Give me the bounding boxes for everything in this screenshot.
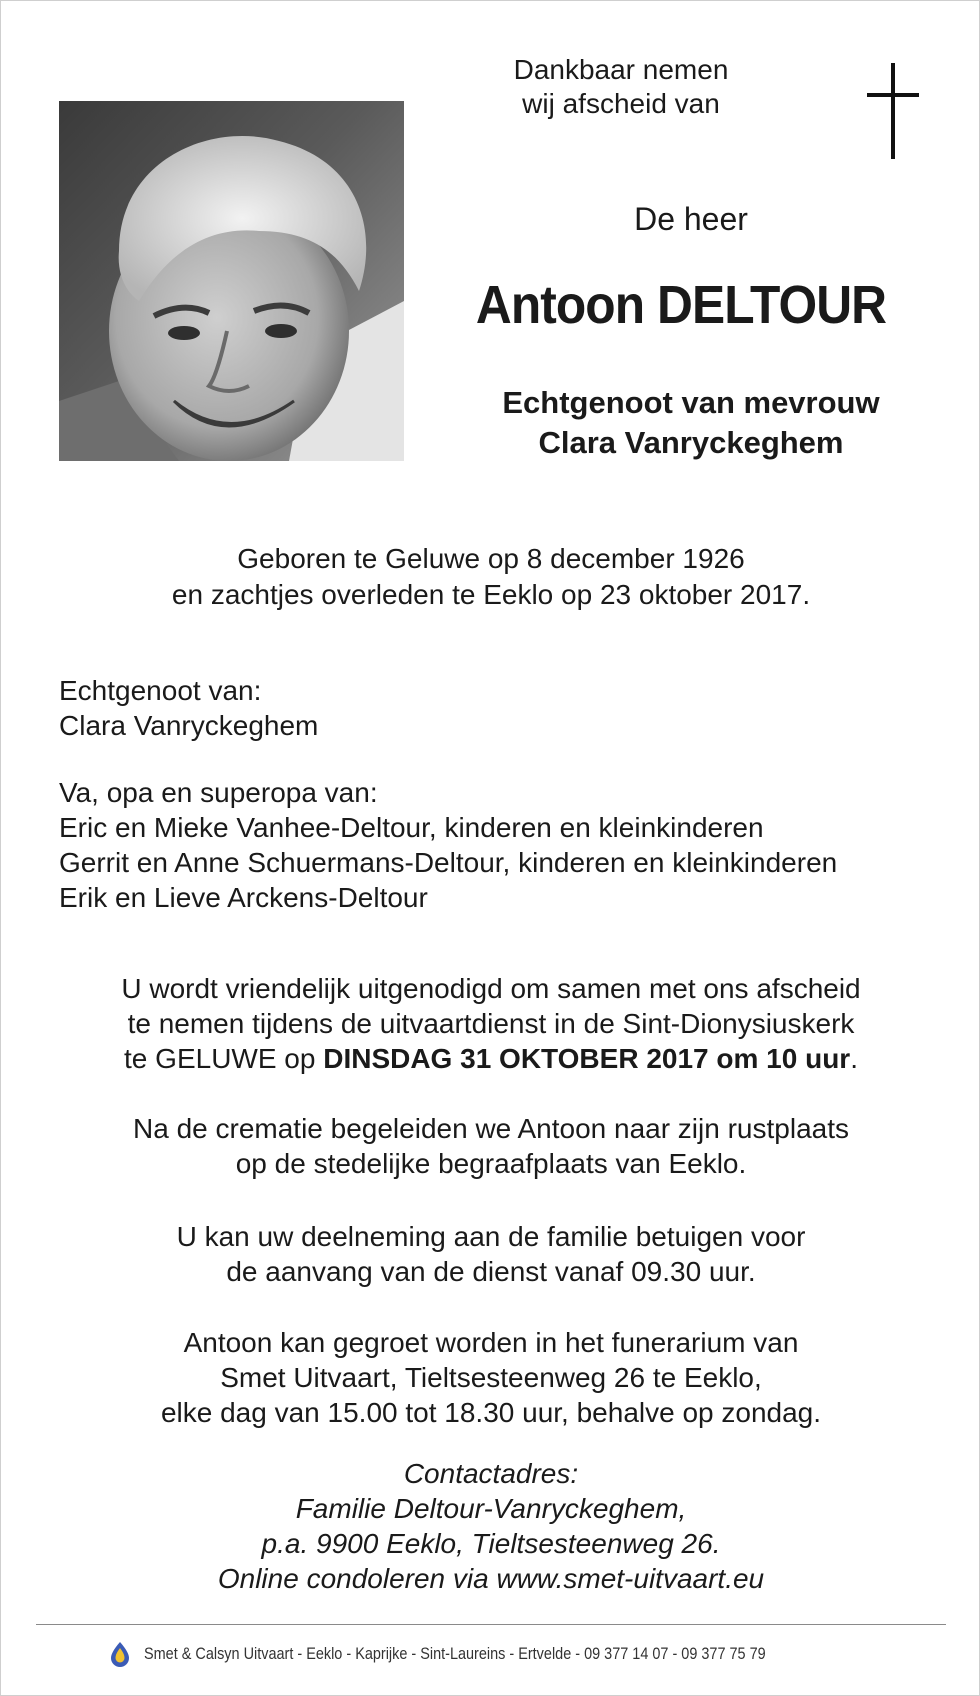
invite-line-3-suffix: . xyxy=(850,1043,858,1074)
contact-text xyxy=(31,1456,951,1596)
funerarium-text xyxy=(31,1325,951,1430)
flame-drop-logo-icon xyxy=(106,1640,134,1668)
service-datetime: DINSDAG 31 OKTOBER 2017 om 10 uur xyxy=(323,1043,851,1074)
invite-line-3-prefix: te GELUWE op xyxy=(124,1043,324,1074)
children-line: Erik en Lieve Arckens-Deltour xyxy=(59,882,428,913)
intro-line-2: wij afscheid van xyxy=(522,88,720,119)
children-line: Gerrit en Anne Schuermans-Deltour, kinderen en kleinkinderen xyxy=(59,847,838,878)
condolence-line-2: de aanvang van de dienst vanaf 09.30 uur. xyxy=(226,1256,756,1287)
cremation-line-2: op de stedelijke begraafplaats van Eeklo. xyxy=(235,1148,747,1179)
cross-icon xyxy=(863,61,923,161)
funerarium-line-2: Smet Uitvaart, Tieltsesteenweg 26 te Eeklo, xyxy=(220,1362,762,1393)
salutation: De heer xyxy=(634,201,748,237)
children-block xyxy=(59,775,939,915)
contact-line-1: Contactadres: xyxy=(403,1458,579,1489)
invite-line-3 xyxy=(31,1041,951,1076)
spouse-block-name: Clara Vanryckeghem xyxy=(59,710,319,741)
contact-website-line[interactable]: Online condoleren via www.smet-uitvaart.eu xyxy=(217,1563,765,1594)
children-block-label: Va, opa en superopa van: xyxy=(59,777,378,808)
cremation-text xyxy=(31,1111,951,1181)
invite-line-1: U wordt vriendelijk uitgenodigd om samen met ons afscheid xyxy=(121,973,861,1004)
invite-text xyxy=(31,971,951,1076)
funerarium-line-3: elke dag van 15.00 tot 18.30 uur, behalve op zondag. xyxy=(160,1397,822,1428)
condolence-text xyxy=(31,1219,951,1289)
spouse-heading-line-2: Clara Vanryckeghem xyxy=(538,425,844,460)
condolence-line-1: U kan uw deelneming aan de familie betuigen voor xyxy=(176,1221,806,1252)
intro-text xyxy=(471,53,771,121)
funerarium-line-1: Antoon kan gegroet worden in het funerarium van xyxy=(183,1327,799,1358)
born-line-2: en zachtjes overleden te Eeklo op 23 oktober 2017. xyxy=(171,579,811,610)
footer xyxy=(1,1639,980,1669)
born-line-1: Geboren te Geluwe op 8 december 1926 xyxy=(237,543,745,574)
cremation-line-1: Na de crematie begeleiden we Antoon naar zijn rustplaats xyxy=(133,1113,849,1144)
footer-text: Smet & Calsyn Uitvaart - Eeklo - Kaprijke - Sint-Laureins - Ertvelde - 09 377 14 07 - 09 377 75 79 xyxy=(144,1644,766,1663)
deceased-name: Antoon DELTOUR xyxy=(475,275,887,335)
footer-divider xyxy=(36,1624,946,1625)
invite-line-2: te nemen tijdens de uitvaartdienst in de Sint-Dionysiuskerk xyxy=(127,1008,855,1039)
spouse-block-label: Echtgenoot van: xyxy=(59,675,262,706)
spouse-heading xyxy=(431,383,951,463)
birth-death-text xyxy=(41,541,941,613)
children-line: Eric en Mieke Vanhee-Deltour, kinderen en kleinkinderen xyxy=(59,812,764,843)
intro-line-1: Dankbaar nemen xyxy=(513,54,729,85)
contact-line-2: Familie Deltour-Vanryckeghem, xyxy=(295,1493,687,1524)
spouse-block xyxy=(59,673,939,743)
portrait-photo xyxy=(59,101,404,461)
spouse-heading-line-1: Echtgenoot van mevrouw xyxy=(502,385,880,420)
contact-line-3: p.a. 9900 Eeklo, Tieltsesteenweg 26. xyxy=(261,1528,721,1559)
